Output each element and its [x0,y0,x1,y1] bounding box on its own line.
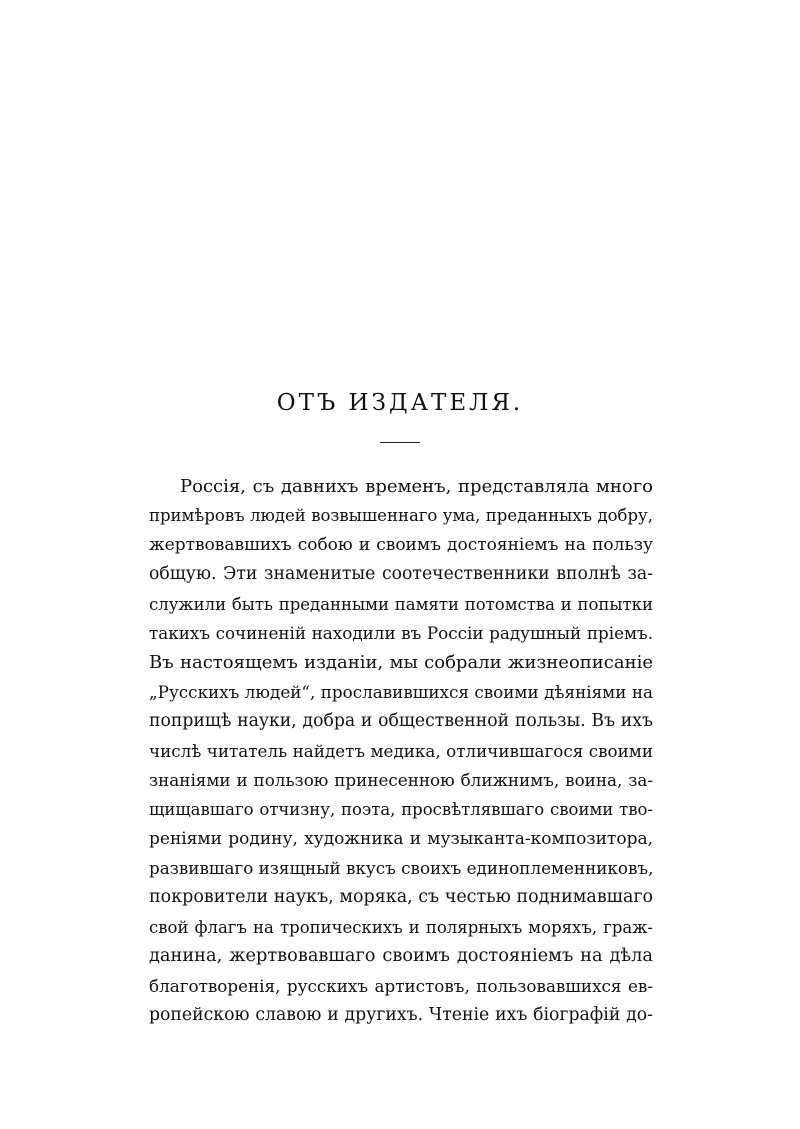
body-paragraph [149,472,653,1030]
text-line: Въ настоящемъ изданіи, мы собрали жизнеописаніе [149,652,653,674]
text-line: такихъ сочиненій находили въ Россіи радушный пріемъ. [149,622,653,643]
heading-divider [380,442,420,443]
text-line: поприщѣ науки, добра и общественной пользы. Въ ихъ [149,711,653,732]
text-line: щищавшаго отчизну, поэта, просвѣтлявшаго своими тво- [149,800,653,820]
text-line: данина, жертвовавшаго своимъ достояніемъ на дѣла [149,946,653,967]
text-line: развившаго изящный вкусъ своихъ единоплеменниковъ, [149,858,653,879]
text-line: общую. Эти знаменитые соотечественники вполнѣ за- [149,564,653,585]
text-line: ропейскою славою и другихъ. Чтеніе ихъ біографій до- [149,1005,653,1026]
text-line: благотворенія, русскихъ артистовъ, пользовавшихся ев- [149,975,653,996]
text-line: жертвовавшихъ собою и своимъ достояніемъ на пользу [149,534,653,555]
text-line: знаніями и пользою принесенною ближнимъ, воина, за- [149,769,653,790]
text-line: служили быть преданными памяти потомства и попытки [149,594,653,614]
text-line: Россія, съ давнихъ временъ, представляла много [180,476,653,497]
text-line: „Русскихъ людей“, прославившихся своими дѣяніями на [149,681,653,702]
text-line: свой флагъ на тропическихъ и полярныхъ моряхъ, граж- [149,917,653,937]
text-line: реніями родину, художника и музыканта-композитора, [149,828,653,849]
section-heading: ОТЪ ИЗДАТЕЛЯ. [276,390,524,416]
text-line: примѣровъ людей возвышеннаго ума, преданныхъ добру, [149,506,653,526]
text-line: покровители наукъ, моряка, съ честью поднимавшаго [149,887,653,908]
text-line: числѣ читатель найдетъ медика, отличившагося своими [149,740,653,761]
